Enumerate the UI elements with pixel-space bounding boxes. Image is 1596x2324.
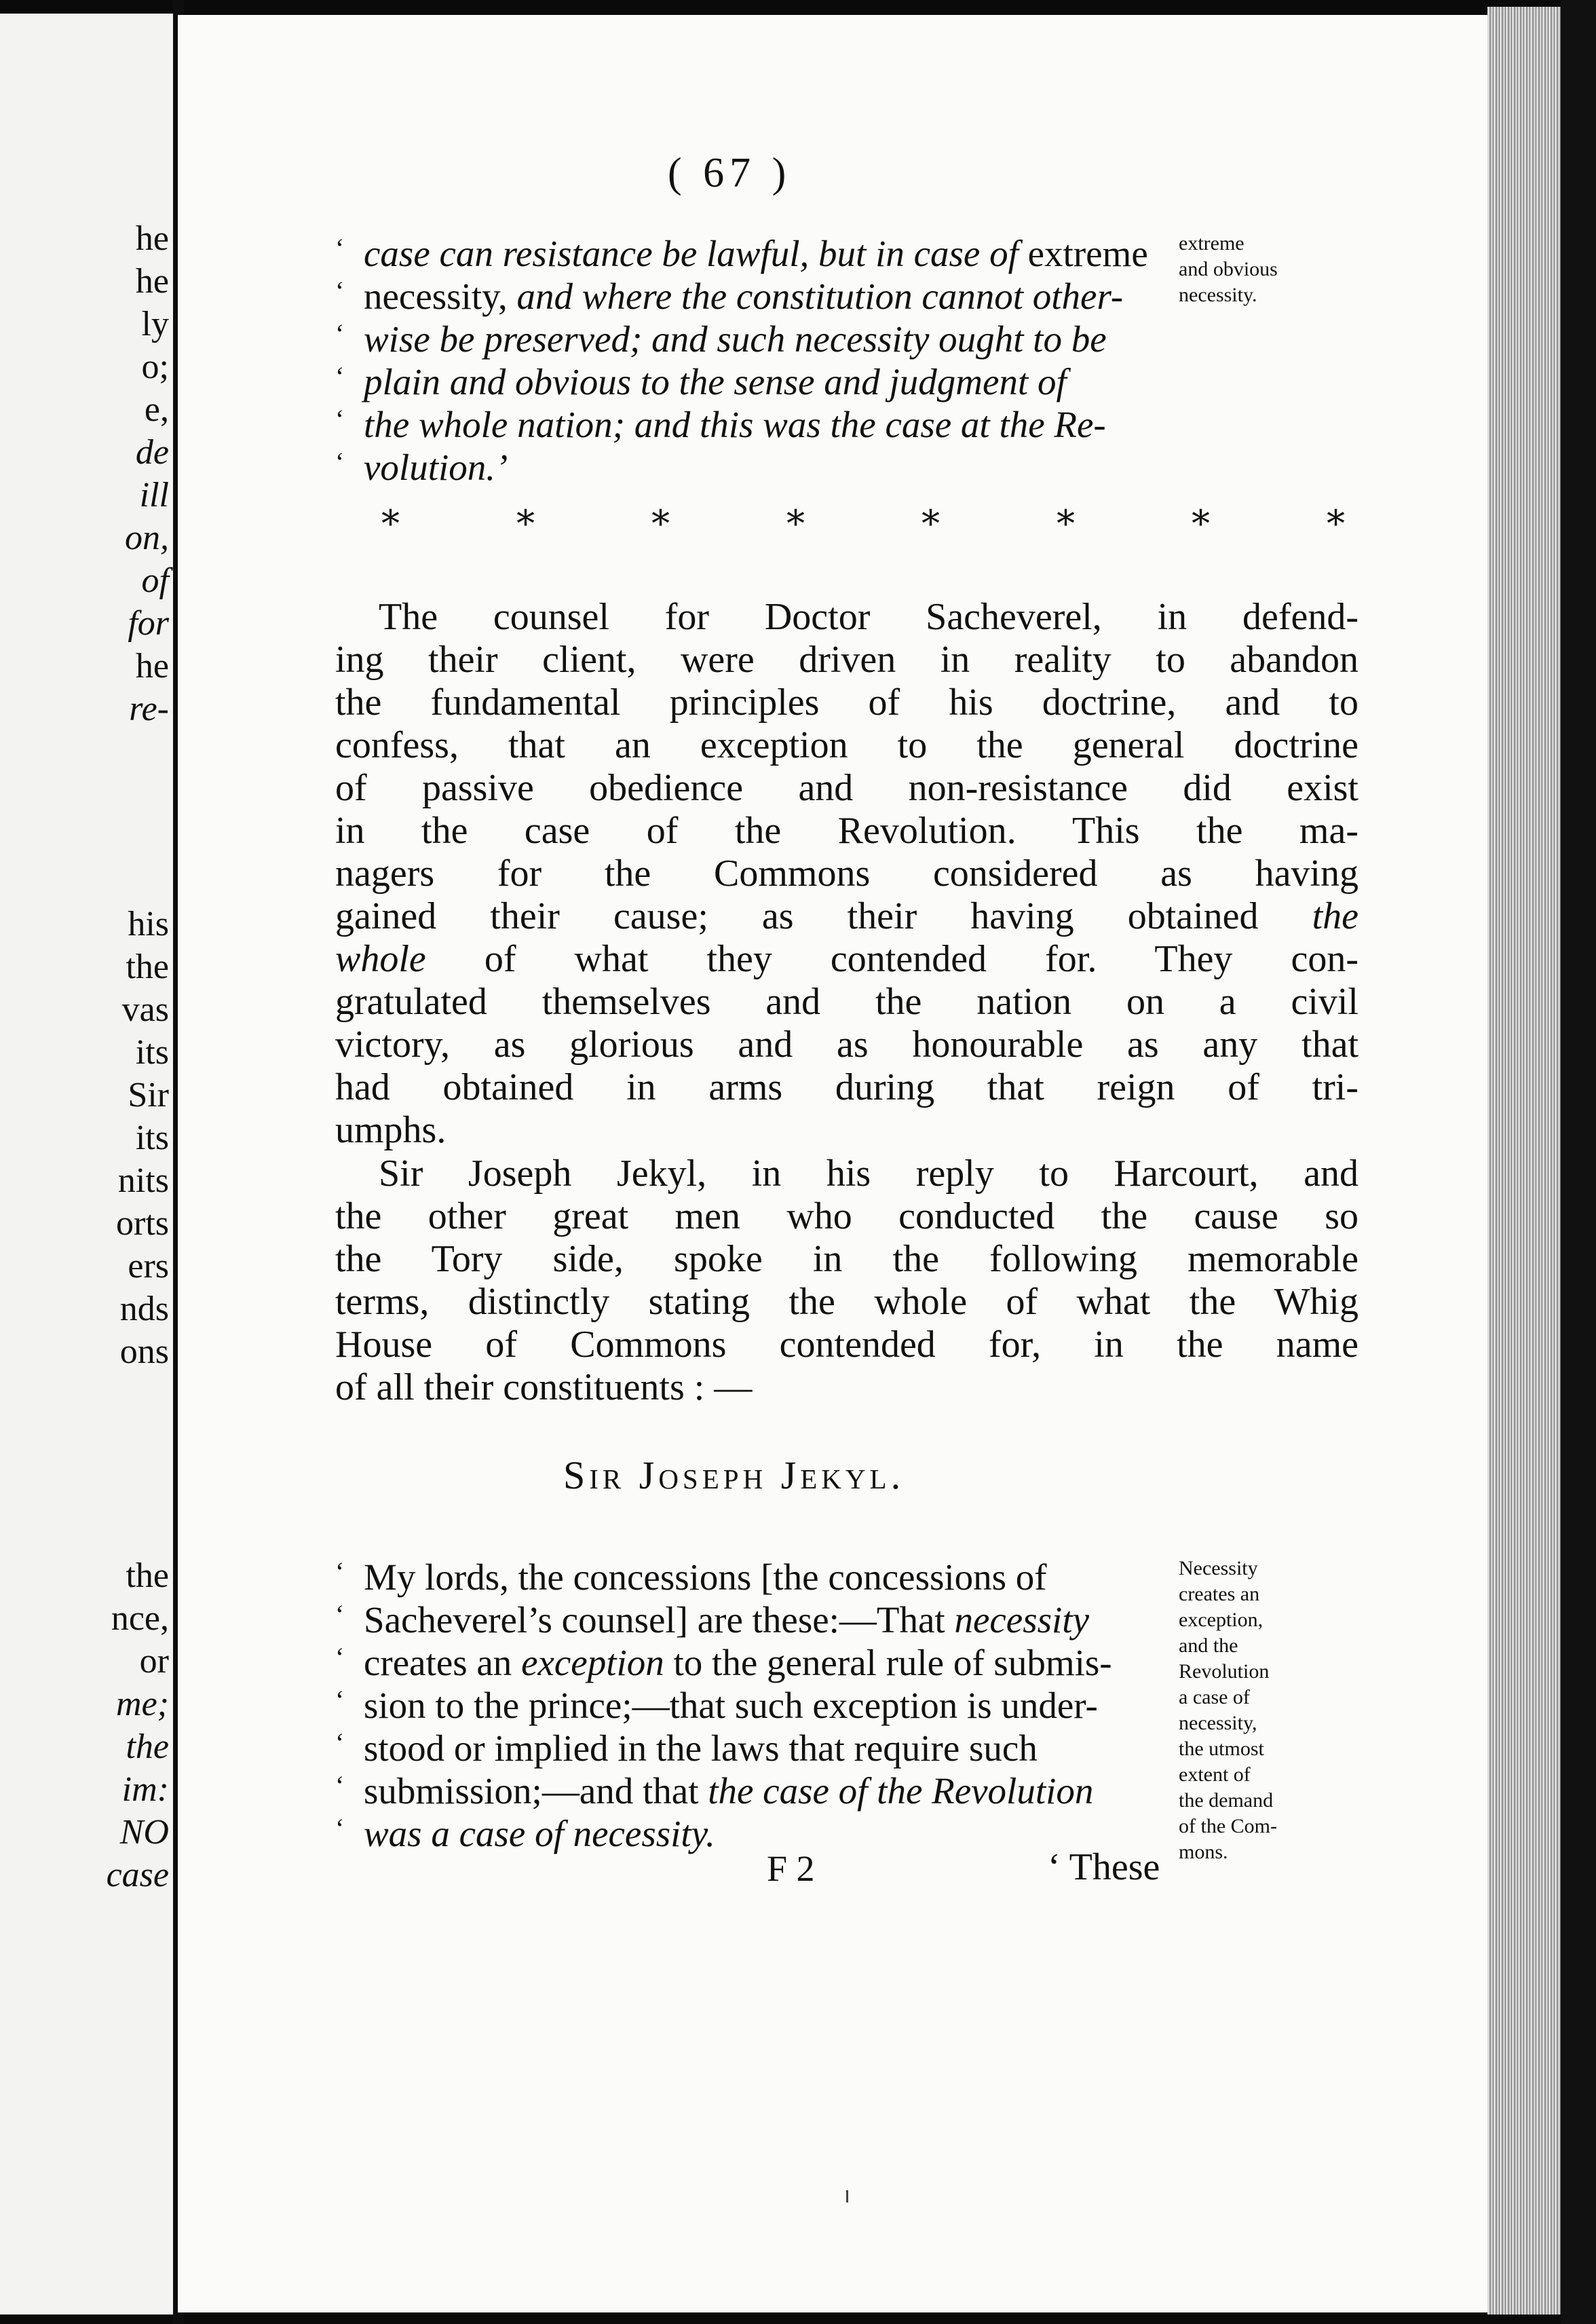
quote-text: the whole nation; and this was the case at the Re- [364,404,1106,445]
margin-note-line: necessity. [1179,284,1257,306]
left-page-fragment: of [141,561,169,600]
signature-mark: F 2 [767,1848,815,1889]
paragraph-line: terms, distinctly stating the whole of what the Whig [335,1281,1358,1323]
paragraph-line: the Tory side, spoke in the following memorable [335,1238,1358,1280]
quote-mark: ‘ [335,1685,345,1715]
left-page-fragment: me; [116,1685,169,1723]
left-page-fragment: vas [121,990,169,1029]
quote-mark: ‘ [335,1727,345,1758]
quote-line [335,275,1123,318]
paragraph-line: in the case of the Revolution. This the ma- [335,810,1358,852]
quote-text: volution.’ [364,447,508,488]
quote-line [335,1769,1093,1812]
paragraph-line: of passive obedience and non-resistance did exist [335,767,1358,809]
margin-note-line: Revolution [1179,1660,1270,1683]
paragraph-line: gratulated themselves and the nation on a civil [335,981,1358,1023]
asterisk: * [1057,502,1075,545]
left-page-fragment: re- [129,690,169,728]
paragraph-line: confess, that an exception to the general doctrine [335,724,1358,766]
catchword: ‘ These [1048,1846,1160,1888]
quote-line [335,446,508,489]
left-page-fragment: nds [119,1290,169,1328]
asterisk: * [651,502,670,545]
left-page-fragment: its [135,1033,169,1072]
quote-mark: ‘ [335,276,345,306]
quote-text: submission;—and that [364,1770,708,1812]
margin-note-line: extent of [1179,1763,1251,1786]
quote-line [335,1684,1098,1727]
quote-line [335,318,1107,360]
quote-line [335,1727,1038,1769]
left-page-fragment: de [135,433,169,472]
quote-text: My lords, the concessions [the concessions of [364,1556,1047,1598]
asterisk: * [516,502,535,545]
left-page-fragment: the [126,1727,169,1766]
margin-note-line: necessity, [1179,1712,1257,1734]
asterisk: * [381,502,400,545]
left-page-fragment: the [126,1556,169,1595]
margin-note-line: Necessity [1179,1557,1258,1579]
quote-mark: ‘ [335,404,345,434]
page-mark [846,2190,848,2203]
left-page-fragment: case [106,1856,169,1894]
quote-mark: ‘ [335,318,345,349]
quote-line [335,1598,1089,1641]
left-page-fragment: ers [128,1247,169,1286]
left-page-fragment: ill [139,476,169,514]
quote-text: wise be preserved; and such necessity ought to be [364,318,1107,360]
quote-line [335,1812,715,1855]
speaker-heading: Sir Joseph Jekyl. [563,1453,905,1497]
quote-text-italic: was a case of necessity. [364,1813,715,1854]
left-page-fragment: for [128,604,169,643]
quote-mark: ‘ [335,447,345,477]
quote-line [335,403,1106,446]
paragraph-line: had obtained in arms during that reign of tri- [335,1066,1358,1108]
paragraph-line: umphs. [335,1109,446,1151]
left-page-fragment: nits [117,1161,169,1200]
left-page-fragment: ons [119,1332,169,1371]
paragraph-line: ing their client, were driven in reality to abandon [335,639,1358,681]
quote-text: Sacheverel’s counsel] are these:—That [364,1599,955,1641]
left-page-fragment: NO [119,1813,169,1852]
quote-mark: ‘ [335,1770,345,1801]
quote-text: stood or implied in the laws that require such [364,1727,1038,1769]
quote-text: creates an [364,1642,522,1683]
margin-note-2 [1179,1556,1277,1865]
left-page-fragment: its [135,1119,169,1157]
asterisk: * [786,502,805,545]
quote-text-italic: exception [521,1642,664,1683]
paragraph-line: House of Commons contended for, in the name [335,1324,1358,1366]
asterisk: * [1327,502,1345,545]
quote-text-italic: necessity [954,1599,1089,1641]
quote-line [335,1641,1112,1684]
line-text: gained their cause; as their having obtained [335,895,1312,937]
edge-shadow [1561,0,1596,2324]
left-page-fragment: he [135,262,169,301]
quote-line [335,1556,1047,1598]
left-page-fragment: or [139,1642,169,1681]
quote-mark: ‘ [335,1642,345,1672]
line-text-italic: whole [335,938,426,980]
quote-line [335,232,1148,275]
quote-mark: ‘ [335,1556,345,1587]
asterisk: * [922,502,940,545]
quote-text-after: to the general rule of submis- [664,1642,1112,1683]
left-page-fragment: orts [116,1204,169,1243]
margin-note-line: the demand [1179,1789,1274,1812]
quote-mark: ‘ [335,361,345,392]
quote-text: case can resistance be lawful, but in case of [364,233,1019,274]
paragraph-line: the other great men who conducted the cause so [335,1195,1358,1237]
left-page-fragment: on, [125,519,169,557]
left-page-fragment: o; [141,348,169,386]
margin-note-line: extreme [1179,232,1244,255]
margin-note-line: and the [1179,1634,1238,1657]
paragraph-line: nagers for the Commons considered as having [335,852,1358,895]
left-page [0,14,173,2314]
left-page-fragment: his [128,905,169,943]
margin-note-line: a case of [1179,1686,1250,1708]
quote-line [335,360,1067,403]
line-text-italic: the [1312,895,1358,937]
left-page-fragment: the [126,948,169,986]
margin-note-line: the utmost [1179,1738,1264,1760]
margin-note-1 [1179,231,1278,308]
page-number: ( 67 ) [668,150,792,196]
left-page-fragment: nce, [111,1599,169,1638]
paragraph-line [335,895,1358,938]
quote-text: necessity, [364,276,517,317]
left-page-fragment: he [135,647,169,686]
section-break-asterisks [381,502,1345,545]
left-page-fragment: e, [144,390,169,429]
paragraph-line: victory, as glorious and as honourable as any that [335,1024,1358,1066]
margin-note-line: creates an [1179,1583,1260,1605]
margin-note-line: exception, [1179,1609,1264,1631]
quote-text-tail: extreme [1018,233,1148,274]
quote-text: sion to the prince;—that such exception is under- [364,1685,1098,1726]
line-text: of what they contended for. They con- [425,938,1358,980]
quote-mark: ‘ [335,233,345,263]
quote-mark: ‘ [335,1599,345,1630]
left-page-fragment: im: [121,1770,169,1809]
margin-note-line: mons. [1179,1841,1228,1863]
asterisk: * [1192,502,1210,545]
left-page-fragment: ly [141,305,169,343]
margin-note-line: and obvious [1179,258,1278,280]
margin-note-line: of the Com- [1179,1815,1277,1837]
quote-text-tail: and where the constitution cannot other- [516,276,1124,317]
paragraph-line: Sir Joseph Jekyl, in his reply to Harcourt, and [379,1152,1358,1195]
quote-text-italic: the case of the Revolution [708,1770,1094,1812]
paragraph-line: of all their constituents : — [335,1366,753,1408]
left-page-fragment: Sir [128,1076,169,1114]
paragraph-line [335,937,1358,981]
quote-mark: ‘ [335,1813,345,1843]
paragraph-line: The counsel for Doctor Sacheverel, in defend- [379,596,1358,638]
quote-text: plain and obvious to the sense and judgment of [364,361,1067,402]
paragraph-line: the fundamental principles of his doctrine, and to [335,681,1358,724]
left-page-fragment: he [135,219,169,258]
main-page [178,15,1487,2312]
